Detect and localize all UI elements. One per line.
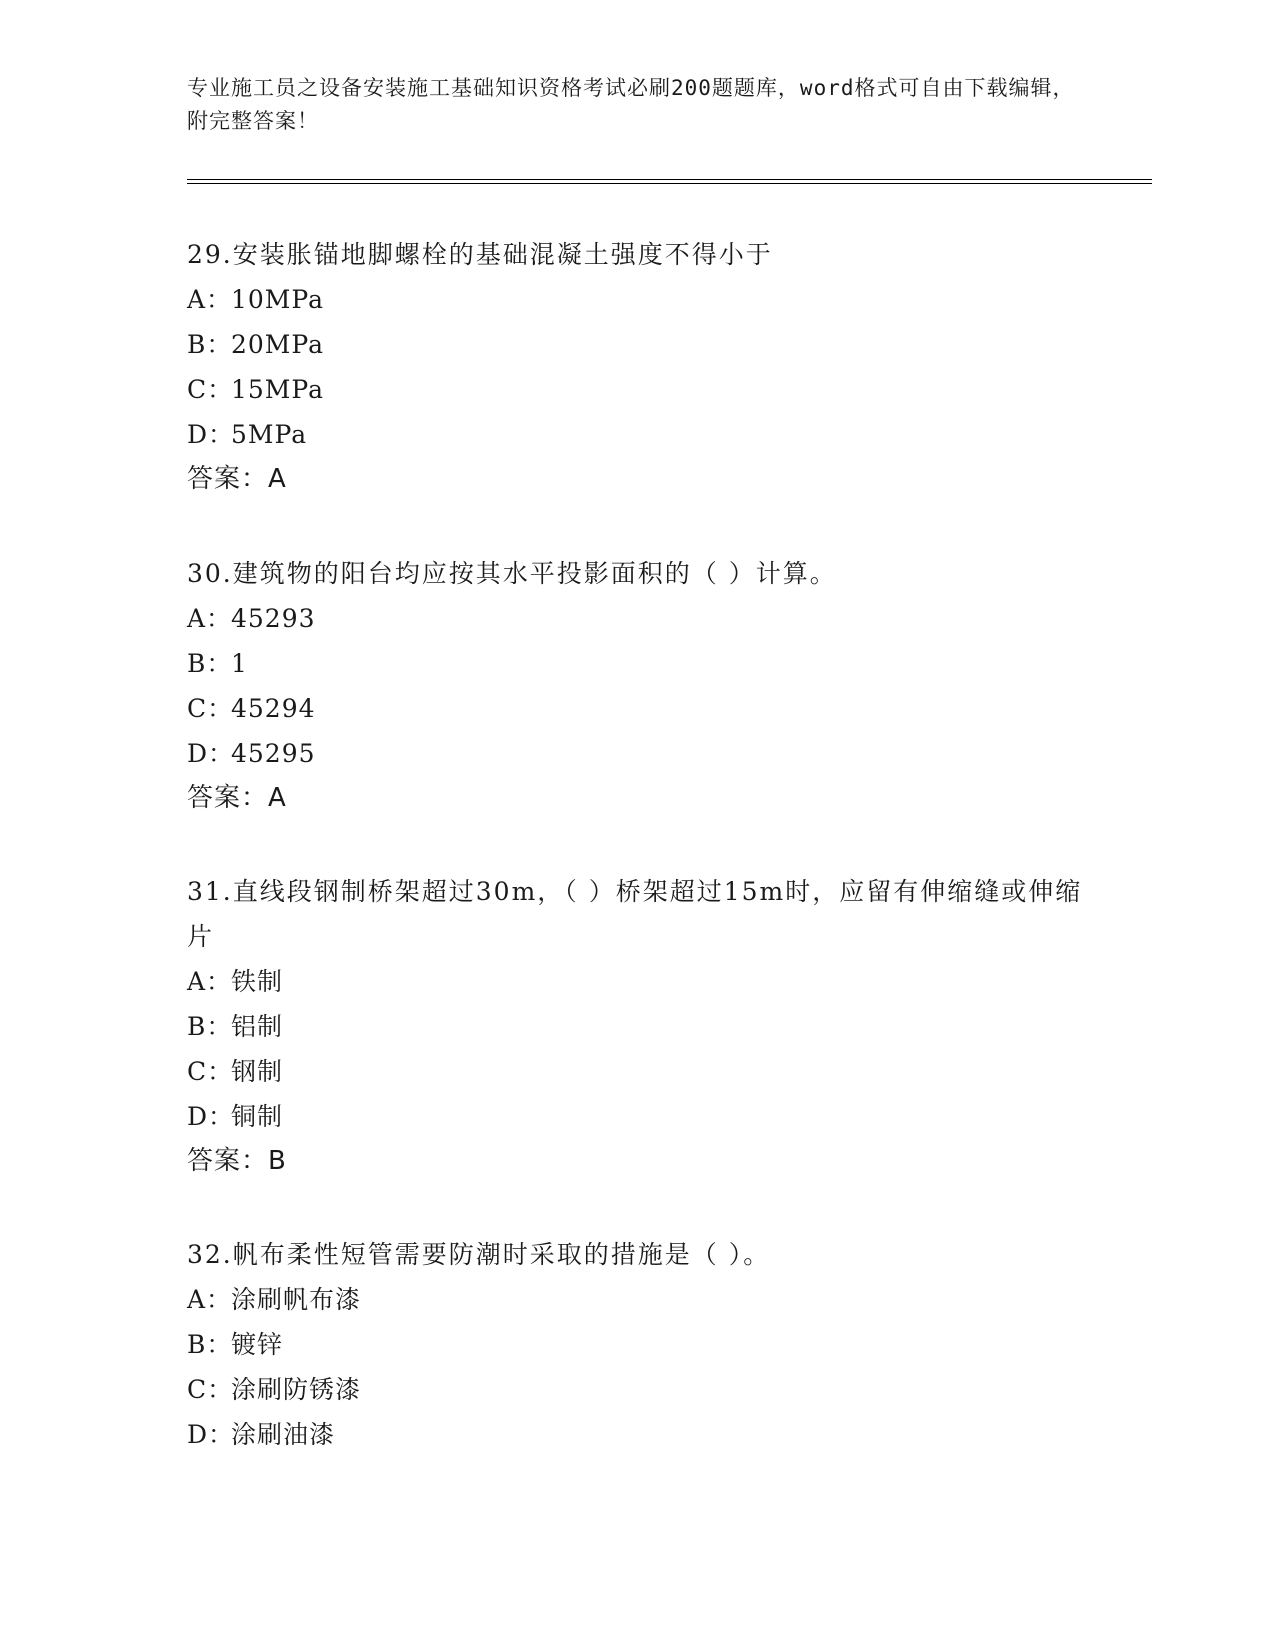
document-header: 专业施工员之设备安装施工基础知识资格考试必刷200题题库，word格式可自由下载编辑，附完整答案！: [187, 76, 1075, 133]
option-a: [187, 959, 1087, 1004]
question-29: [187, 232, 1087, 502]
option-a: [187, 1277, 1087, 1322]
question-text: 30.建筑物的阳台均应按其水平投影面积的（ ）计算。: [187, 559, 837, 588]
question-32: [187, 1232, 1087, 1457]
option-text: 10MPa: [231, 285, 325, 314]
option-letter: B：: [187, 1330, 233, 1359]
option-text: 铜制: [231, 1102, 284, 1131]
option-letter: B：: [187, 649, 233, 678]
option-letter: C：: [187, 375, 234, 404]
option-text: 铝制: [231, 1012, 284, 1041]
question-text: 32.帆布柔性短管需要防潮时采取的措施是（ ）。: [187, 1240, 771, 1269]
option-letter: A：: [187, 604, 233, 633]
option-a: [187, 277, 1087, 322]
option-text: 涂刷油漆: [231, 1420, 336, 1449]
option-c: [187, 367, 1087, 412]
header-divider-top: [187, 179, 1152, 180]
option-letter: B：: [187, 330, 233, 359]
option-letter: A：: [187, 1285, 233, 1314]
option-d: [187, 731, 1087, 776]
header-divider-bottom: [187, 183, 1152, 184]
option-b: [187, 641, 1087, 686]
option-text: 1: [231, 649, 248, 678]
option-d: [187, 412, 1087, 457]
option-d: [187, 1094, 1087, 1139]
option-b: [187, 1322, 1087, 1367]
option-letter: A：: [187, 285, 233, 314]
option-letter: C：: [187, 694, 234, 723]
option-letter: D：: [187, 1420, 235, 1449]
option-text: 镀锌: [231, 1330, 284, 1359]
answer-line: 答案：A: [187, 464, 287, 494]
option-text: 5MPa: [231, 420, 308, 449]
option-text: 45294: [231, 694, 316, 723]
option-text: 涂刷防锈漆: [231, 1375, 362, 1404]
option-text: 铁制: [231, 967, 284, 996]
option-text: 15MPa: [231, 375, 325, 404]
question-31: [187, 869, 1087, 1184]
option-letter: B：: [187, 1012, 233, 1041]
option-d: [187, 1412, 1087, 1457]
question-text: 29.安装胀锚地脚螺栓的基础混凝土强度不得小于: [187, 240, 773, 269]
option-c: [187, 1049, 1087, 1094]
option-text: 涂刷帆布漆: [231, 1285, 362, 1314]
answer-line: 答案：B: [187, 1146, 287, 1176]
option-letter: D：: [187, 420, 235, 449]
option-text: 45295: [231, 739, 316, 768]
option-letter: D：: [187, 1102, 235, 1131]
option-letter: D：: [187, 739, 235, 768]
option-c: [187, 1367, 1087, 1412]
option-letter: C：: [187, 1375, 234, 1404]
option-letter: C：: [187, 1057, 234, 1086]
option-text: 20MPa: [231, 330, 325, 359]
question-30: [187, 551, 1087, 821]
option-letter: A：: [187, 967, 233, 996]
option-b: [187, 322, 1087, 367]
option-text: 45293: [231, 604, 316, 633]
option-c: [187, 686, 1087, 731]
option-text: 钢制: [231, 1057, 284, 1086]
answer-line: 答案：A: [187, 783, 287, 813]
option-b: [187, 1004, 1087, 1049]
question-text: 31.直线段钢制桥架超过30m，（ ）桥架超过15m时，应留有伸缩缝或伸缩片: [187, 877, 1083, 951]
option-a: [187, 596, 1087, 641]
